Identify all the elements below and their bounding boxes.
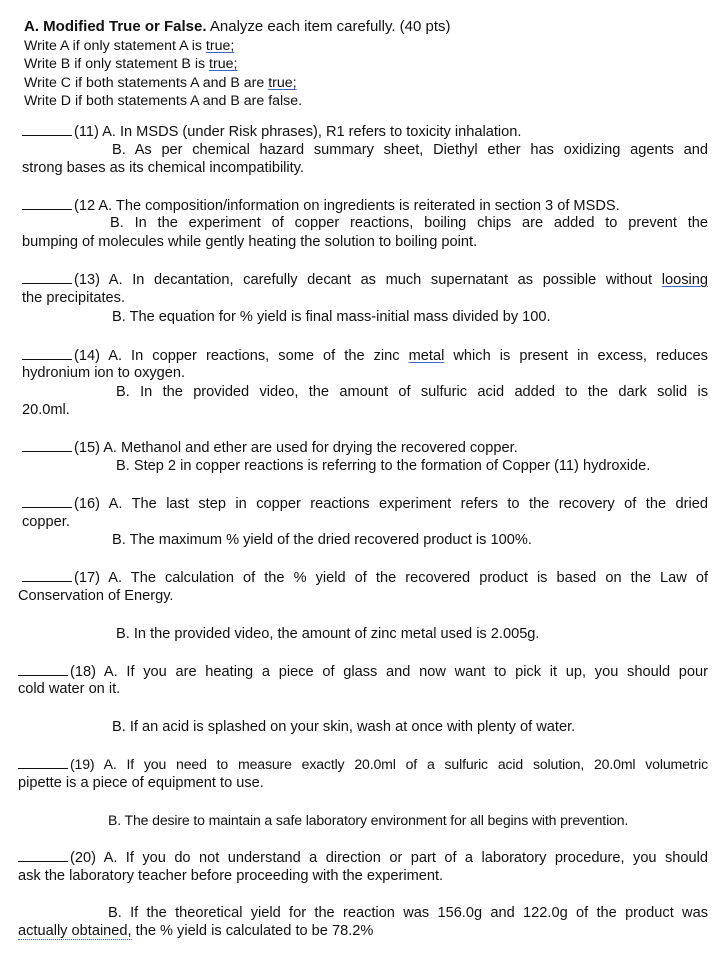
statement-a: (14) A. In copper reactions, some of the zinc: [74, 348, 400, 364]
statement-a: (13) A. In decantation, carefully decant as much supernatant as possible without: [74, 272, 653, 288]
answer-blank[interactable]: [22, 494, 72, 508]
rule-d: Write D if both statements A and B are false.: [24, 93, 303, 109]
section-label: A. Modified True or False.: [24, 18, 207, 35]
answer-blank[interactable]: [22, 196, 72, 210]
statement-a: (18) A. If you are heating a piece of glass and now want to pick it up, you should pour: [70, 664, 708, 680]
statement-a-cont: the precipitates.: [22, 290, 126, 306]
statement-b-cont: 20.0ml.: [22, 402, 70, 418]
spell-flag: true;: [209, 56, 238, 72]
statement-a: (17) A. The calculation of the % yield of the recovered product is based on the Law of: [74, 570, 708, 586]
statement-b-cont: strong bases as its chemical incompatibility.: [22, 160, 304, 176]
answer-blank[interactable]: [22, 568, 72, 582]
statement-a: (11) A. In MSDS (under Risk phrases), R1 refers to toxicity inhalation.: [74, 124, 522, 140]
statement-b: B. Step 2 in copper reactions is referring to the formation of Copper (11) hydroxide.: [116, 458, 651, 474]
statement-b: B. The equation for % yield is final mass-initial mass divided by 100.: [112, 309, 551, 325]
statement-a-cont: Conservation of Energy.: [18, 588, 174, 604]
statement-a: (16) A. The last step in copper reactions experiment refers to the recovery of the dried: [74, 496, 708, 512]
spell-flag: metal: [408, 348, 445, 364]
statement-a: (20) A. If you do not understand a direction or part of a laboratory procedure, you should: [70, 850, 708, 866]
statement-b-cont: bumping of molecules while gently heating the solution to boiling point.: [22, 234, 478, 250]
statement-a: (15) A. Methanol and ether are used for drying the recovered copper.: [74, 440, 518, 456]
statement-b: B. In the provided video, the amount of sulfuric acid added to the dark solid is: [116, 384, 708, 400]
instructions-block: [24, 18, 704, 111]
quiz-page: A. Modified True or False. Analyze each item carefully. (40 pts) Write A if only statement A is true; Write B if only statement B is true; Write C if both statements A and B are true; Write D if both statements A and B are false. (11) A. In MSDS (under Risk phrases), R1 refers to toxicity inhalation. B. As per chemical hazard summary sheet, Diethyl ether has oxidizing agents and strong bases as its chemical incompatibility. (12 A. The composition/information on ingredients is reiterated in section 3 of MSDS. B. In the experiment of copper reactions, boiling chips are added to prevent the bumping of molecules while gently heating the solution to boiling point. (13) A. In decantation, carefully decant as much supernatant as possible without loosing the precipitates. B. The equation for % yield is final mass-initial mass divided by 100. (14) A. In copper reactions, some of the zinc metal which is present in excess, reduces hydronium ion to oxygen. B. In the provided video, the amount of sulfuric acid added to the dark solid is 20.0ml. (15) A. Methanol and ether are used for drying the recovered copper. B. Step 2 in copper reactions is referring to the formation of Copper (11) hydroxide. (16) A. The last step in copper reactions experiment refers to the recovery of the dried copper. B. The maximum % yield of the dried recovered product is 100%. (17) A. The calculation of the % yield of the recovered product is based on the Law of Conservation of Energy. B. In the provided video, the amount of zinc metal used is 2.005g. (18) A. If you are heating a piece of glass and now want to pick it up, you should pour cold water on it. B. If an acid is splashed on your skin, wash at once with plenty of water. (19) A. If you need to measure exactly 20.0ml of a sulfuric acid solution, 20.0ml volumetric pipette is a piece of equipment to use. B. The desire to maintain a safe laboratory environment for all begins with prevention. (20) A. If you do not understand a direction or part of a laboratory procedure, you should ask the laboratory teacher before proceeding with the experiment. B. If the theoretical yield for the reaction was 156.0g and 122.0g of the product was actually obtained, the % yield is calculated to be 78.2%: [18, 18, 708, 939]
section-instruction: Analyze each item carefully. (40 pts): [209, 18, 451, 35]
statement-a-cont: ask the laboratory teacher before proceeding with the experiment.: [18, 868, 444, 884]
rule-b: Write B if only statement B is true;: [24, 56, 238, 72]
statement-b: B. The desire to maintain a safe laboratory environment for all begins with prevention.: [108, 812, 629, 828]
grammar-flag: actually obtained,: [18, 923, 132, 939]
statement-a: (12 A. The composition/information on ingredients is reiterated in section 3 of MSDS.: [74, 198, 620, 214]
rule-c: Write C if both statements A and B are true;: [24, 74, 297, 91]
statement-b: B. In the experiment of copper reactions, boiling chips are added to prevent the: [110, 215, 708, 231]
answer-blank[interactable]: [22, 122, 72, 136]
statement-b: B. In the provided video, the amount of zinc metal used is 2.005g.: [116, 626, 540, 642]
statement-a-cont: cold water on it.: [18, 681, 121, 697]
statement-b-cont: the % yield is calculated to be 78.2%: [135, 923, 374, 939]
answer-blank[interactable]: [22, 270, 72, 284]
rule-a: Write A if only statement A is true;: [24, 37, 235, 54]
spell-flag: loosing: [661, 272, 708, 288]
statement-a: (19) A. If you need to measure exactly 20.0ml of a sulfuric acid solution, 20.0ml volumetric: [70, 756, 708, 772]
statement-a-cont: copper.: [22, 514, 70, 530]
statement-b: B. If the theoretical yield for the reaction was 156.0g and 122.0g of the product was: [108, 905, 708, 921]
statement-b: B. The maximum % yield of the dried recovered product is 100%.: [112, 532, 532, 548]
spell-flag: true;: [268, 74, 297, 91]
statement-a-cont: pipette is a piece of equipment to use.: [18, 775, 264, 791]
statement-b: B. As per chemical hazard summary sheet, Diethyl ether has oxidizing agents and: [112, 142, 708, 158]
spell-flag: true;: [205, 37, 235, 54]
section-heading: [24, 18, 704, 37]
answer-blank[interactable]: [18, 848, 68, 862]
answer-blank[interactable]: [22, 438, 72, 452]
answer-blank[interactable]: [18, 662, 68, 676]
statement-b: B. If an acid is splashed on your skin, wash at once with plenty of water.: [112, 719, 576, 735]
answer-blank[interactable]: [22, 346, 72, 360]
answer-blank[interactable]: [18, 755, 68, 769]
statement-a-cont: hydronium ion to oxygen.: [22, 365, 186, 381]
